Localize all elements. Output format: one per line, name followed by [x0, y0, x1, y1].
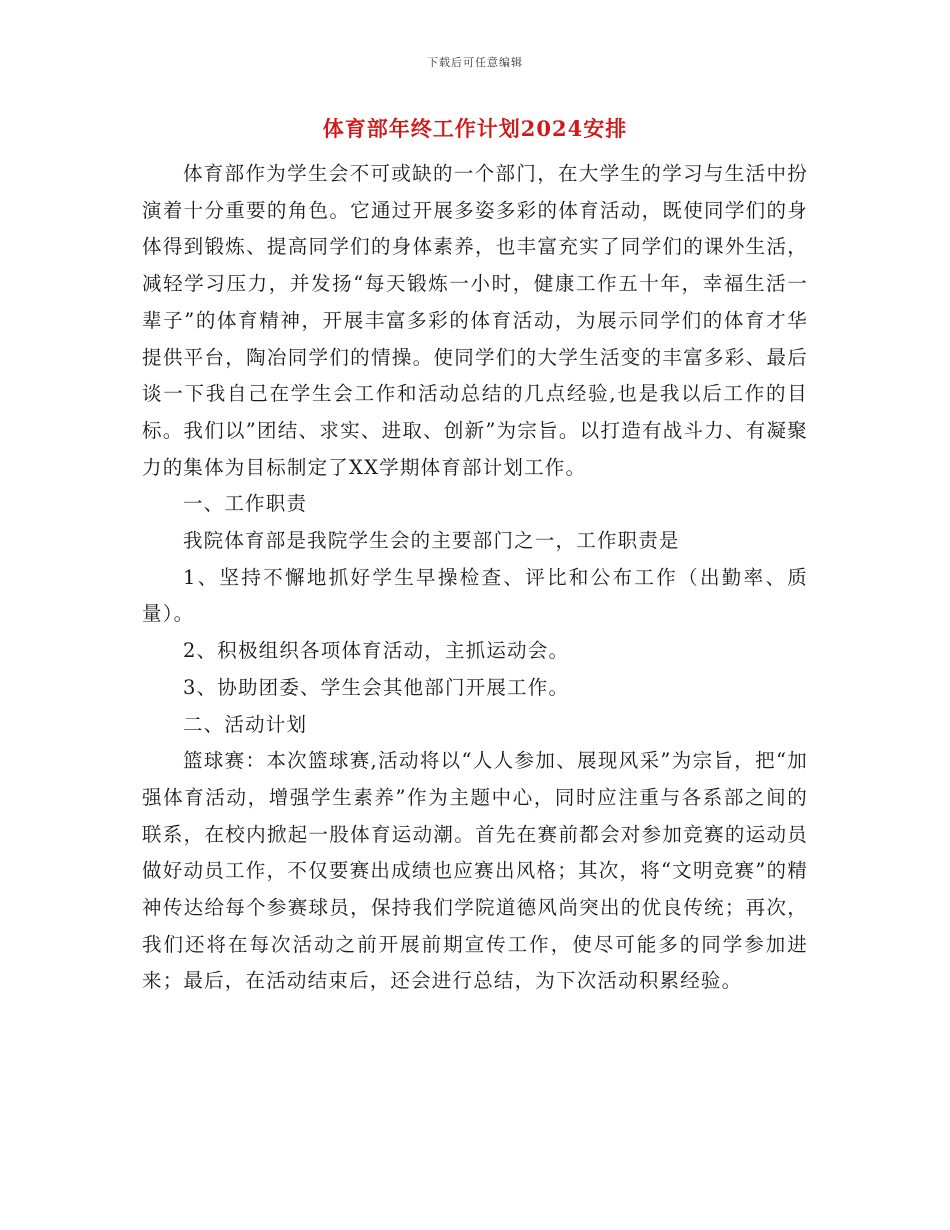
duty-item-3: 3、协助团委、学生会其他部门开展工作。 [182, 675, 570, 699]
header-note: 下载后可任意编辑 [427, 56, 523, 69]
document-title: 体育部年终工作计划2024安排 [322, 116, 628, 141]
intro-paragraph: 体育部作为学生会不可或缺的一个部门，在大学生的学习与生活中扮演着十分重要的角色。它通过开展多姿多彩的体育活动，既使同学们的身体得到锻炼、提高同学们的身体素养，也丰富充实了同学们的课外生活，减轻学习压力，并发扬“每天锻炼一小时，健康工作五十年，幸福生活一辈子”的体育精神，开展丰富多彩的体育活动，为展示同学们的体育才华提供平台，陶冶同学们的情操。使同学们的大学生活变的丰富多彩、最后谈一下我自己在学生会工作和活动总结的几点经验,也是我以后工作的目标。我们以”团结、求实、进取、创新”为宗旨。以打造有战斗力、有凝聚力的集体为目标制定了XX学期体育部计划工作。 [142, 162, 808, 479]
duty-item-2: 2、积极组织各项体育活动，主抓运动会。 [182, 639, 570, 663]
section-heading-duties: 一、工作职责 [182, 492, 308, 516]
duty-item-1: 1、坚持不懈地抓好学生早操检查、评比和公布工作（出勤率、质量）。 [142, 565, 808, 626]
duties-intro-paragraph: 我院体育部是我院学生会的主要部门之一，工作职责是 [182, 529, 680, 553]
document-body [142, 156, 808, 1000]
basketball-paragraph: 篮球赛：本次篮球赛,活动将以“人人参加、展现风采”为宗旨，把“加强体育活动，增强学生素养”作为主题中心，同时应注重与各系部之间的联系，在校内掀起一股体育运动潮。首先在赛前都会对参加竞赛的运动员做好动员工作，不仅要赛出成绩也应赛出风格；其次，将“文明竞赛”的精神传达给每个参赛球员，保持我们学院道德风尚突出的优良传统；再次，我们还将在每次活动之前开展前期宣传工作，使尽可能多的同学参加进来；最后，在活动结束后，还会进行总结，为下次活动积累经验。 [142, 749, 808, 993]
section-heading-activities: 二、活动计划 [182, 712, 308, 736]
